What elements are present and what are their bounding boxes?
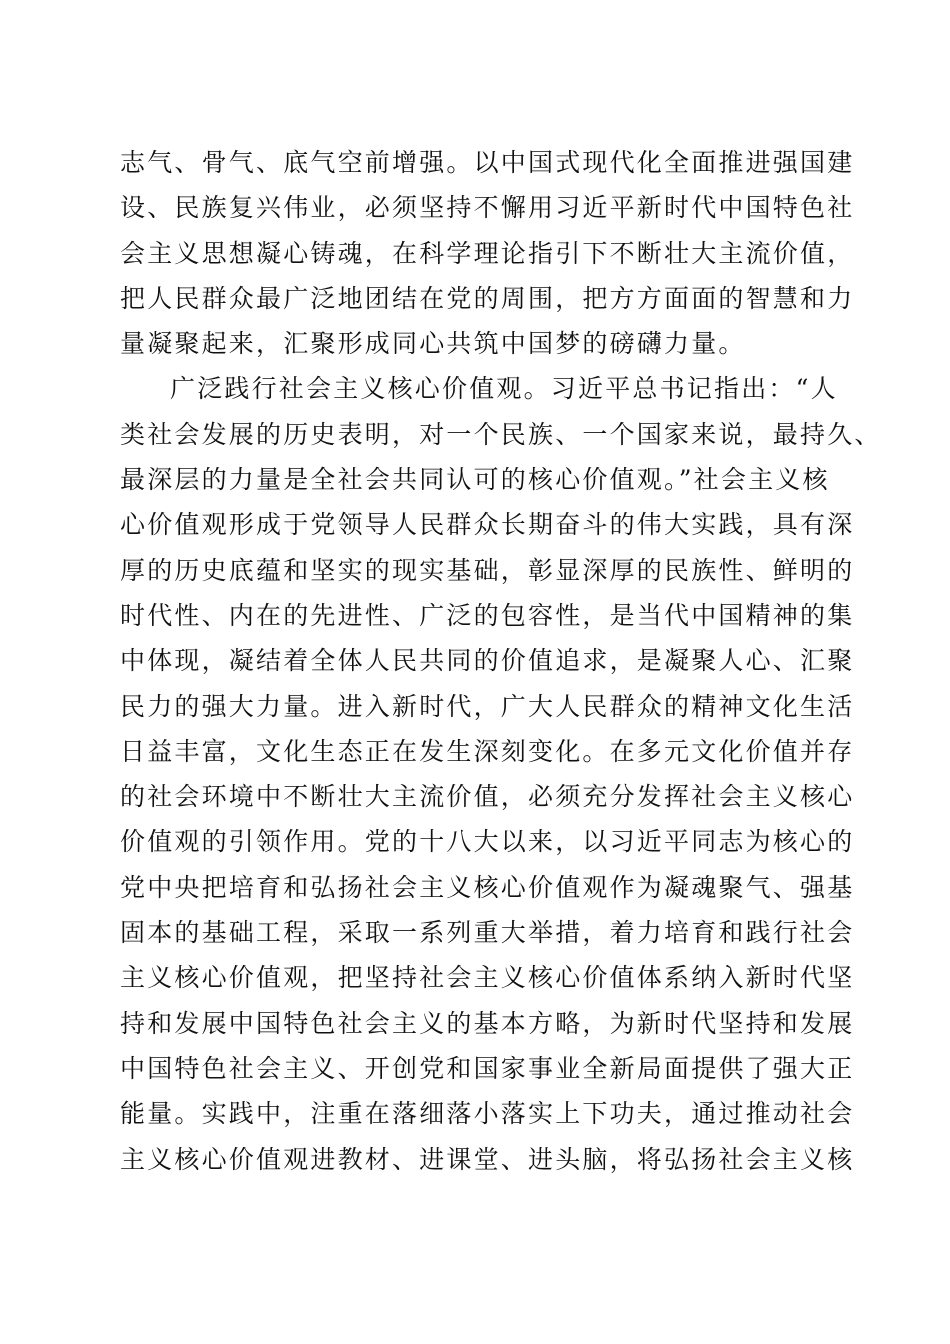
text-line: 会主义思想凝心铸魂，在科学理论指引下不断壮大主流价值， — [120, 238, 855, 268]
text-line: 厚的历史底蕴和坚实的现实基础，彰显深厚的民族性、鲜明的 — [120, 555, 855, 585]
text-line: 民力的强大力量。进入新时代，广大人民群众的精神文化生活 — [120, 691, 855, 721]
text-line: 主义核心价值观，把坚持社会主义核心价值体系纳入新时代坚 — [120, 963, 855, 993]
text-line: 中国特色社会主义、开创党和国家事业全新局面提供了强大正 — [120, 1053, 855, 1083]
text-line: 的社会环境中不断壮大主流价值，必须充分发挥社会主义核心 — [120, 782, 855, 812]
text-line: 能量。实践中，注重在落细落小落实上下功夫，通过推动社会 — [120, 1099, 855, 1129]
paragraph-start-line: 广泛践行社会主义核心价值观。习近平总书记指出：“人 — [170, 374, 838, 404]
text-line: 类社会发展的历史表明，对一个民族、一个国家来说，最持久、 — [120, 419, 882, 449]
text-line: 党中央把培育和弘扬社会主义核心价值观作为凝魂聚气、强基 — [120, 872, 855, 902]
text-line: 设、民族复兴伟业，必须坚持不懈用习近平新时代中国特色社 — [120, 193, 855, 223]
body-text — [120, 140, 882, 1182]
text-line: 价值观的引领作用。党的十八大以来，以习近平同志为核心的 — [120, 827, 855, 857]
text-line: 心价值观形成于党领导人民群众长期奋斗的伟大实践，具有深 — [120, 510, 855, 540]
text-line: 主义核心价值观进教材、进课堂、进头脑，将弘扬社会主义核 — [120, 1144, 855, 1174]
text-line: 时代性、内在的先进性、广泛的包容性，是当代中国精神的集 — [120, 600, 855, 630]
text-line: 中体现，凝结着全体人民共同的价值追求，是凝聚人心、汇聚 — [120, 646, 855, 676]
text-line: 日益丰富，文化生态正在发生深刻变化。在多元文化价值并存 — [120, 736, 855, 766]
text-line: 持和发展中国特色社会主义的基本方略，为新时代坚持和发展 — [120, 1008, 855, 1038]
text-line: 量凝聚起来，汇聚形成同心共筑中国梦的磅礴力量。 — [120, 329, 746, 359]
text-line: 固本的基础工程，采取一系列重大举措，着力培育和践行社会 — [120, 918, 855, 948]
text-line: 最深层的力量是全社会共同认可的核心价值观。”社会主义核 — [120, 465, 830, 495]
text-line: 志气、骨气、底气空前增强。以中国式现代化全面推进强国建 — [120, 148, 855, 177]
text-line: 把人民群众最广泛地团结在党的周围，把方方面面的智慧和力 — [120, 283, 855, 313]
